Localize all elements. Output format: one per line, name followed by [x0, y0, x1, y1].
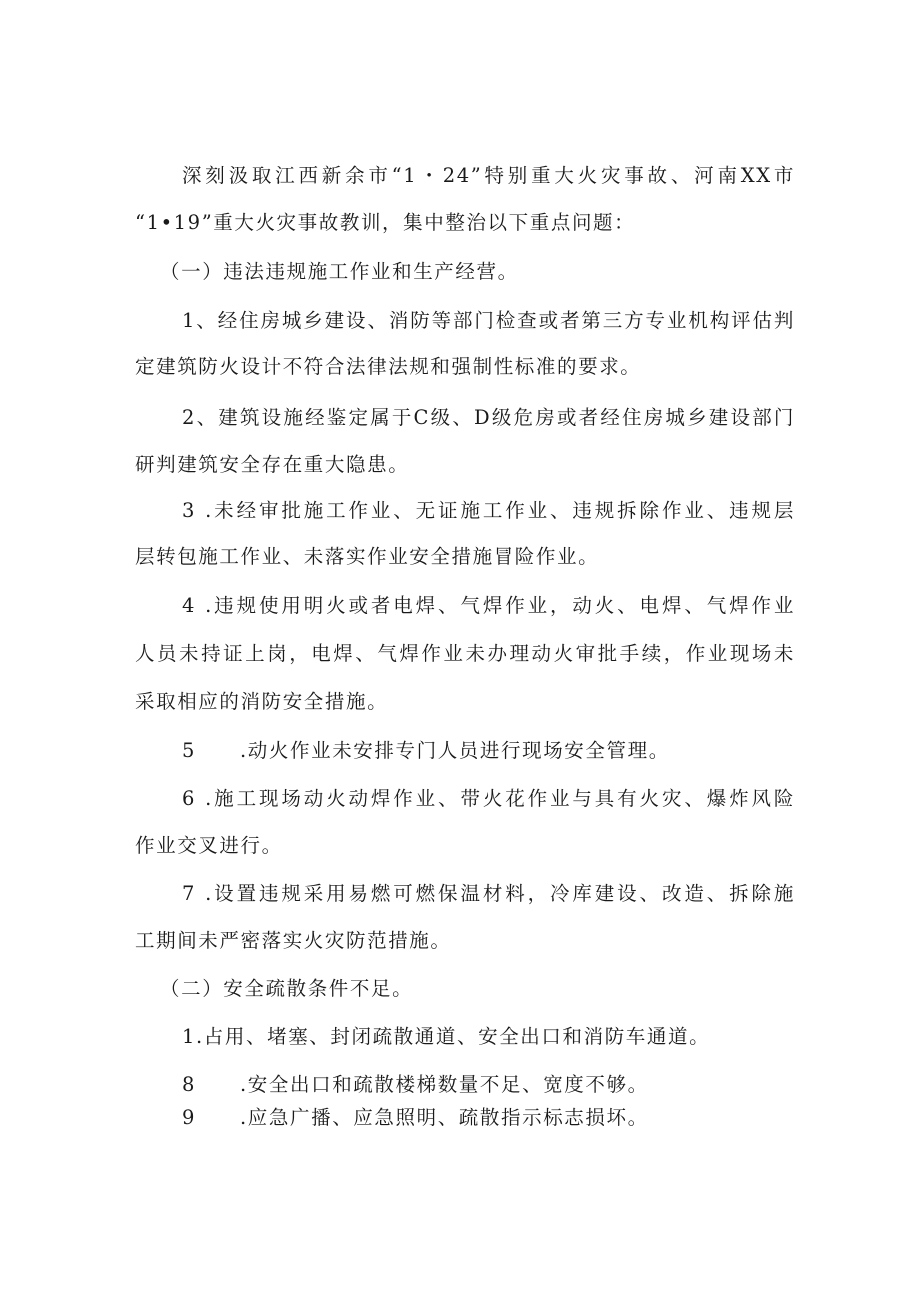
item-6-line-2: 作业交叉进行。 — [135, 834, 283, 857]
intro-line-2: “1•19”重大火灾事故教训，集中整治以下重点问题： — [135, 211, 636, 234]
intro-line-1: 深刻汲取江西新余市“1・24”特别重大火灾事故、河南XX市 — [182, 164, 795, 187]
item-3-line-1: 3 .未经审批施工作业、无证施工作业、违规拆除作业、违规层 — [182, 499, 795, 522]
item-6-line-1: 6 .施工现场动火动焊作业、带火花作业与具有火灾、爆炸风险 — [182, 787, 795, 810]
item-4-line-1: 4 .违规使用明火或者电焊、气焊作业，动火、电焊、气焊作业 — [182, 594, 795, 617]
section-2-heading: （二）安全疏散条件不足。 — [160, 977, 414, 1000]
item-2-line-2: 研判建筑安全存在重大隐患。 — [135, 453, 410, 476]
item-1-line-1: 1、经住房城乡建设、消防等部门检查或者第三方专业机构评估判 — [182, 309, 795, 332]
item-1-line-2: 定建筑防火设计不符合法律法规和强制性标准的要求。 — [135, 355, 642, 378]
section-1-heading: （一）违法违规施工作业和生产经营。 — [160, 260, 519, 283]
item-9-text: .应急广播、应急照明、疏散指示标志损坏。 — [240, 1106, 649, 1129]
item-9-number: 9 — [182, 1106, 197, 1129]
item-7-line-2: 工期间未严密落实火灾防范措施。 — [135, 929, 452, 952]
item-3-line-2: 层转包施工作业、未落实作业安全措施冒险作业。 — [135, 545, 600, 568]
section-2-item-9 — [182, 1104, 795, 1132]
item-8-number: 8 — [182, 1073, 197, 1096]
item-2-line-1: 2、建筑设施经鉴定属于C级、D级危房或者经住房城乡建设部门 — [182, 406, 795, 429]
item-5 — [182, 737, 795, 765]
item-5-number: 5 — [182, 739, 197, 762]
item-8-text: .安全出口和疏散楼梯数量不足、宽度不够。 — [240, 1073, 649, 1096]
section-2-item-1: 1.占用、堵塞、封闭疏散通道、安全出口和消防车通道。 — [182, 1025, 711, 1048]
item-4-line-3: 采取相应的消防安全措施。 — [135, 690, 389, 713]
item-7-line-1: 7 .设置违规采用易燃可燃保温材料，冷库建设、改造、拆除施 — [182, 882, 795, 905]
item-5-text: .动火作业未安排专门人员进行现场安全管理。 — [240, 739, 670, 762]
section-2-item-8 — [182, 1071, 795, 1099]
item-4-line-2: 人员未持证上岗，电焊、气焊作业未办理动火审批手续，作业现场未 — [135, 642, 795, 665]
